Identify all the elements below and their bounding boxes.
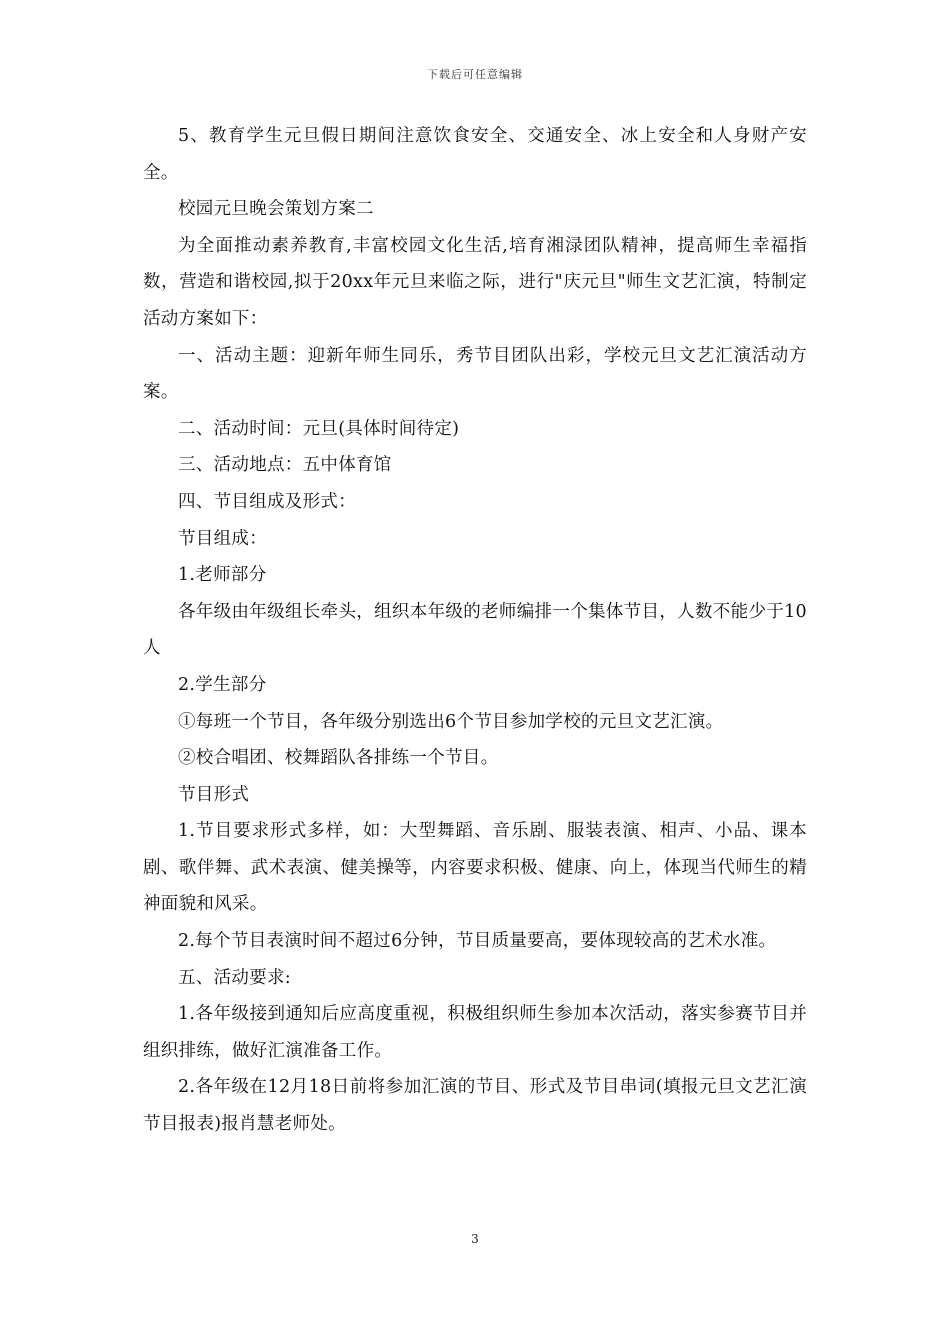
paragraph-teacher-details: 各年级由年级组长牵头，组织本年级的老师编排一个集体节目，人数不能少于10人 (143, 601, 807, 659)
paragraph-requirement-1: 1.各年级接到通知后应高度重视，积极组织师生参加本次活动，落实参赛节目并组织排练，做好汇演准备工作。 (143, 1004, 807, 1061)
paragraph-student-item-1: ①每班一个节目，各年级分别选出6个节目参加学校的元旦文艺汇演。 (178, 711, 724, 732)
paragraph-requirement-2: 2.各年级在12月18日前将参加汇演的节目、形式及节目串词(填报元旦文艺汇演节目报表)报肖慧老师处。 (143, 1077, 807, 1135)
document-body (143, 118, 807, 1143)
paragraph-teacher-part: 1.老师部分 (178, 565, 267, 586)
paragraph-safety-education: 5、教育学生元旦假日期间注意饮食安全、交通安全、冰上安全和人身财产安全。 (143, 126, 807, 183)
paragraph-requirements-heading: 五、活动要求: (178, 967, 291, 988)
paragraph-student-part: 2.学生部分 (178, 674, 267, 695)
section-heading-plan-two: 校园元旦晚会策划方案二 (178, 199, 374, 220)
paragraph-program-form-2: 2.每个节目表演时间不超过6分钟，节目质量要高，要体现较高的艺术水准。 (178, 931, 777, 952)
paragraph-program-composition-heading: 四、节目组成及形式： (178, 491, 356, 512)
paragraph-activity-location: 三、活动地点：五中体育馆 (178, 455, 392, 476)
paragraph-program-form-1: 1.节目要求形式多样，如：大型舞蹈、音乐剧、服装表演、相声、小品、课本剧、歌伴舞、武术表演、健美操等，内容要求积极、健康、向上，体现当代师生的精神面貌和风采。 (143, 821, 807, 915)
paragraph-activity-time: 二、活动时间：元旦(具体时间待定) (178, 418, 460, 439)
paragraph-program-form-heading: 节目形式 (178, 784, 250, 805)
paragraph-student-item-2: ②校合唱团、校舞蹈队各排练一个节目。 (178, 748, 499, 769)
paragraph-activity-theme: 一、活动主题：迎新年师生同乐，秀节目团队出彩，学校元旦文艺汇演活动方案。 (143, 345, 807, 403)
page-header: 下载后可任意编辑 (427, 68, 523, 81)
paragraph-introduction: 为全面推动素养教育,丰富校园文化生活,培育湘渌团队精神，提高师生幸福指数，营造和谐校园,拟于20xx年元旦来临之际，进行"庆元旦"师生文艺汇演，特制定活动方案如下： (143, 235, 807, 329)
page-number: 3 (471, 1232, 479, 1246)
paragraph-program-composition: 节目组成： (178, 528, 267, 549)
